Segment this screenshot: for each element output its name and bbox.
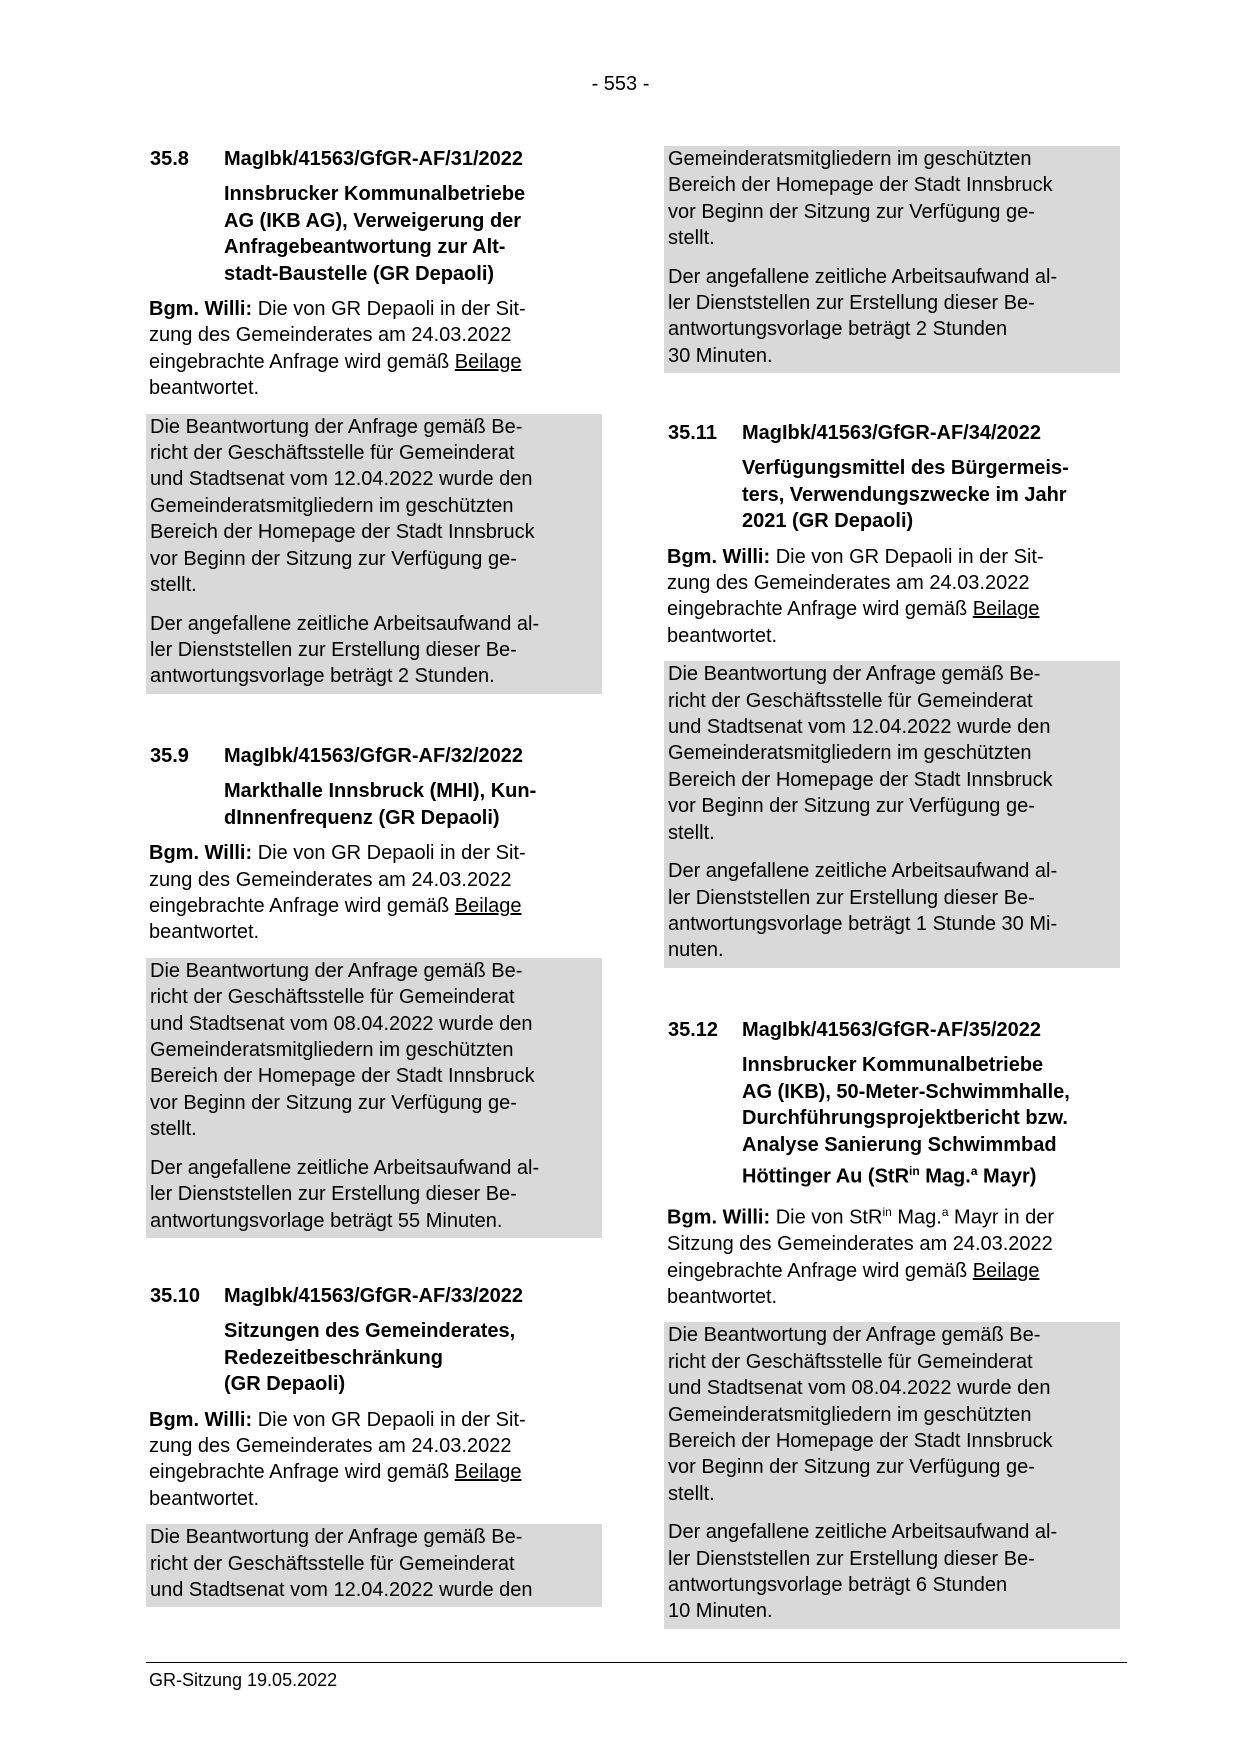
beilage-link[interactable]: Beilage (454, 1461, 522, 1484)
beilage-link[interactable]: Beilage (454, 350, 522, 373)
page-number: - 553 - (591, 73, 650, 95)
mayor-statement: Bgm. Willi: Die von GR Depaoli in der Sit- zung des Gemeinderates am 24.03.2022 eingebrachte Anfrage wird gemäß Beilage beantwortet. (667, 545, 1044, 647)
section-35-9 (146, 743, 602, 1238)
section-title: Markthalle Innsbruck (MHI), Kun- dInnenfrequenz (GR Depaoli) (224, 780, 537, 829)
answer-box: Gemeinderatsmitgliedern im geschützten Bereich der Homepage der Stadt Innsbruck vor Beginn der Sitzung zur Verfügung ge- stellt. Der angefallene zeitliche Arbeitsaufwand al- ler Dienststellen zur Erstellung dieser Be- antwortungsvorlage beträgt 2 Stunden 30 Minuten. (664, 146, 1120, 373)
section-35-8 (146, 146, 602, 694)
beilage-link[interactable]: Beilage (454, 895, 522, 918)
footer-text: GR-Sitzung 19.05.2022 (149, 1670, 338, 1690)
mayor-statement: Bgm. Willi: Die von GR Depaoli in der Sit- zung des Gemeinderates am 24.03.2022 eingebrachte Anfrage wird gemäß Beilage beantwortet. (149, 1408, 526, 1510)
section-heading: 35.8 MagIbk/41563/GfGR-AF/31/2022 (150, 148, 524, 170)
mayor-statement: Bgm. Willi: Die von StR$^{in}$ Mag.$^a$ Mayr in der Sitzung des Gemeinderates am 24.03.2022 eingebrachte Anfrage wird gemäß Beilage beantwortet. (667, 1205, 1055, 1308)
section-heading: 35.9 MagIbk/41563/GfGR-AF/32/2022 (150, 745, 524, 767)
section-title: Sitzungen des Gemeinderates, Redezeitbeschränkung (GR Depaoli) (224, 1320, 516, 1396)
answer-box: Die Beantwortung der Anfrage gemäß Be- richt der Geschäftsstelle für Gemeinderat und Stadtsenat vom 08.04.2022 wurde den Gemeinderatsmitgliedern im geschützten Bereich der Homepage der Stadt Innsbruck vor Beginn der Sitzung zur Verfügung ge- stellt. Der angefallene zeitliche Arbeitsaufwand al- ler Dienststellen zur Erstellung dieser Be- antwortungsvorlage beträgt 55 Minuten. (146, 958, 602, 1238)
section-35-10-continued (664, 146, 1120, 373)
mayor-statement: Bgm. Willi: Die von GR Depaoli in der Sit- zung des Gemeinderates am 24.03.2022 eingebrachte Anfrage wird gemäß Beilage beantwortet. (149, 298, 526, 400)
beilage-link[interactable]: Beilage (972, 1259, 1040, 1282)
section-heading: 35.12 MagIbk/41563/GfGR-AF/35/2022 (668, 1019, 1042, 1041)
answer-box: Die Beantwortung der Anfrage gemäß Be- richt der Geschäftsstelle für Gemeinderat und Stadtsenat vom 12.04.2022 wurde den (146, 1524, 602, 1607)
answer-box: Die Beantwortung der Anfrage gemäß Be- richt der Geschäftsstelle für Gemeinderat und Stadtsenat vom 12.04.2022 wurde den Gemeinderatsmitgliedern im geschützten Bereich der Homepage der Stadt Innsbruck vor Beginn der Sitzung zur Verfügung ge- stellt. Der angefallene zeitliche Arbeitsaufwand al- ler Dienststellen zur Erstellung dieser Be- antwortungsvorlage beträgt 1 Stunde 30 Mi- nuten. (664, 661, 1120, 967)
answer-box: Die Beantwortung der Anfrage gemäß Be- richt der Geschäftsstelle für Gemeinderat und Stadtsenat vom 08.04.2022 wurde den Gemeinderatsmitgliedern im geschützten Bereich der Homepage der Stadt Innsbruck vor Beginn der Sitzung zur Verfügung ge- stellt. Der angefallene zeitliche Arbeitsaufwand al- ler Dienststellen zur Erstellung dieser Be- antwortungsvorlage beträgt 6 Stunden 10 Minuten. (664, 1322, 1120, 1628)
footer-rule (146, 1662, 1127, 1663)
section-35-11 (664, 420, 1120, 968)
beilage-link[interactable]: Beilage (972, 598, 1040, 621)
section-title: Innsbrucker Kommunalbetriebe AG (IKB AG), Verweigerung der Anfragebeantwortung zur Alt- stadt-Baustelle (GR Depaoli) (224, 183, 526, 285)
mayor-statement: Bgm. Willi: Die von GR Depaoli in der Sit- zung des Gemeinderates am 24.03.2022 eingebrachte Anfrage wird gemäß Beilage beantwortet. (149, 842, 526, 944)
section-35-10 (146, 1283, 602, 1607)
section-heading: 35.11 MagIbk/41563/GfGR-AF/34/2022 (668, 422, 1042, 444)
answer-box: Die Beantwortung der Anfrage gemäß Be- richt der Geschäftsstelle für Gemeinderat und Stadtsenat vom 12.04.2022 wurde den Gemeinderatsmitgliedern im geschützten Bereich der Homepage der Stadt Innsbruck vor Beginn der Sitzung zur Verfügung ge- stellt. Der angefallene zeitliche Arbeitsaufwand al- ler Dienststellen zur Erstellung dieser Be- antwortungsvorlage beträgt 2 Stunden. (146, 414, 602, 694)
section-title: Innsbrucker Kommunalbetriebe AG (IKB), 50-Meter-Schwimmhalle, Durchführungsprojektbericht bzw. Analyse Sanierung Schwimmbad Höttinger Au (StR$^{in}$ Mag.$^a$ Mayr) (742, 1054, 1070, 1188)
section-heading: 35.10 MagIbk/41563/GfGR-AF/33/2022 (150, 1285, 524, 1307)
section-title: Verfügungsmittel des Bürgermeis- ters, Verwendungszwecke im Jahr 2021 (GR Depaoli) (742, 457, 1069, 533)
section-35-12 (664, 1017, 1120, 1629)
